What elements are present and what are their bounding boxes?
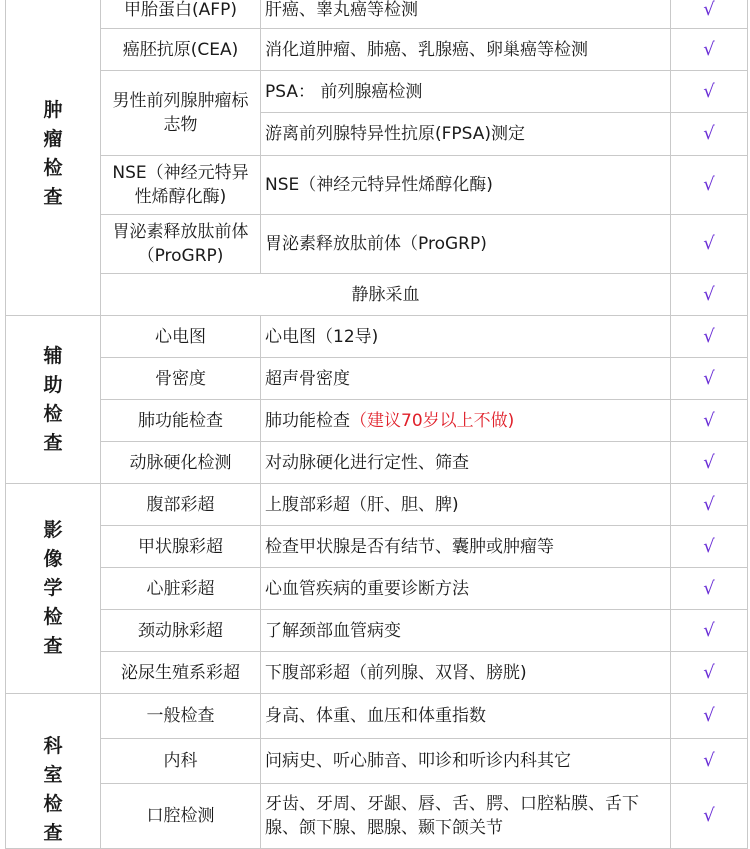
table-row [6,71,748,113]
item-description: 肝癌、睾丸癌等检测 [261,0,671,29]
table-row [6,784,748,849]
age-warning: （建议70岁以上不做) [350,410,515,431]
item-name: 胃泌素释放肽前体（ProGRP) [101,215,261,274]
check-mark: √ [671,784,748,849]
check-mark: √ [671,71,748,113]
table-row [6,29,748,71]
check-mark: √ [671,274,748,316]
item-name: NSE（神经元特异性烯醇化酶) [101,156,261,215]
check-mark: √ [671,316,748,358]
item-description: 对动脉硬化进行定性、筛查 [261,442,671,484]
check-mark: √ [671,215,748,274]
item-description: 心电图（12导) [261,316,671,358]
item-description: 检查甲状腺是否有结节、囊肿或肿瘤等 [261,526,671,568]
item-description: 消化道肿瘤、肺癌、乳腺癌、卵巢癌等检测 [261,29,671,71]
item-description: 上腹部彩超（肝、胆、脾) [261,484,671,526]
check-mark: √ [671,400,748,442]
table-row [6,400,748,442]
table-row [6,526,748,568]
item-description: 下腹部彩超（前列腺、双肾、膀胱) [261,652,671,694]
table-row [6,274,748,316]
item-description: 游离前列腺特异性抗原(FPSA)测定 [261,113,671,156]
item-name: 甲胎蛋白(AFP) [101,0,261,29]
category-department: 科 室 检 查 [6,694,101,849]
check-mark: √ [671,484,748,526]
item-name: 癌胚抗原(CEA) [101,29,261,71]
item-description: PSA： 前列腺癌检测 [261,71,671,113]
item-name: 心电图 [101,316,261,358]
item-name: 泌尿生殖系彩超 [101,652,261,694]
table-row [6,316,748,358]
category-imaging: 影 像 学 检 查 [6,484,101,694]
check-mark: √ [671,739,748,784]
item-name: 心脏彩超 [101,568,261,610]
item-name: 肺功能检查 [101,400,261,442]
table-row [6,568,748,610]
item-name: 口腔检测 [101,784,261,849]
check-mark: √ [671,0,748,29]
item-name: 内科 [101,739,261,784]
check-mark: √ [671,526,748,568]
table-row [6,156,748,215]
category-tumor: 肿 瘤 检 查 [6,0,101,316]
check-mark: √ [671,568,748,610]
table-row [6,442,748,484]
item-name: 甲状腺彩超 [101,526,261,568]
item-name: 动脉硬化检测 [101,442,261,484]
blood-draw-note: 静脉采血 [101,274,671,316]
item-name: 颈动脉彩超 [101,610,261,652]
check-mark: √ [671,358,748,400]
table-row [6,358,748,400]
table-row [6,484,748,526]
check-mark: √ [671,156,748,215]
table-row [6,739,748,784]
item-description: 了解颈部血管病变 [261,610,671,652]
table-row [6,694,748,739]
item-description: 肺功能检查（建议70岁以上不做) [261,400,671,442]
table-row [6,652,748,694]
check-mark: √ [671,442,748,484]
item-description: 牙齿、牙周、牙龈、唇、舌、腭、口腔粘膜、舌下腺、颌下腺、腮腺、颞下颌关节 [261,784,671,849]
table-row [6,610,748,652]
table-row [6,215,748,274]
item-description: 胃泌素释放肽前体（ProGRP) [261,215,671,274]
table-row [6,0,748,29]
item-name: 男性前列腺肿瘤标志物 [101,71,261,156]
check-mark: √ [671,694,748,739]
check-mark: √ [671,610,748,652]
item-name: 腹部彩超 [101,484,261,526]
check-mark: √ [671,652,748,694]
item-name: 一般检查 [101,694,261,739]
check-mark: √ [671,29,748,71]
item-description: 问病史、听心肺音、叩诊和听诊内科其它 [261,739,671,784]
item-description: 心血管疾病的重要诊断方法 [261,568,671,610]
item-description: NSE（神经元特异性烯醇化酶) [261,156,671,215]
category-auxiliary: 辅 助 检 查 [6,316,101,484]
check-mark: √ [671,113,748,156]
item-name: 骨密度 [101,358,261,400]
item-description: 超声骨密度 [261,358,671,400]
item-description: 身高、体重、血压和体重指数 [261,694,671,739]
